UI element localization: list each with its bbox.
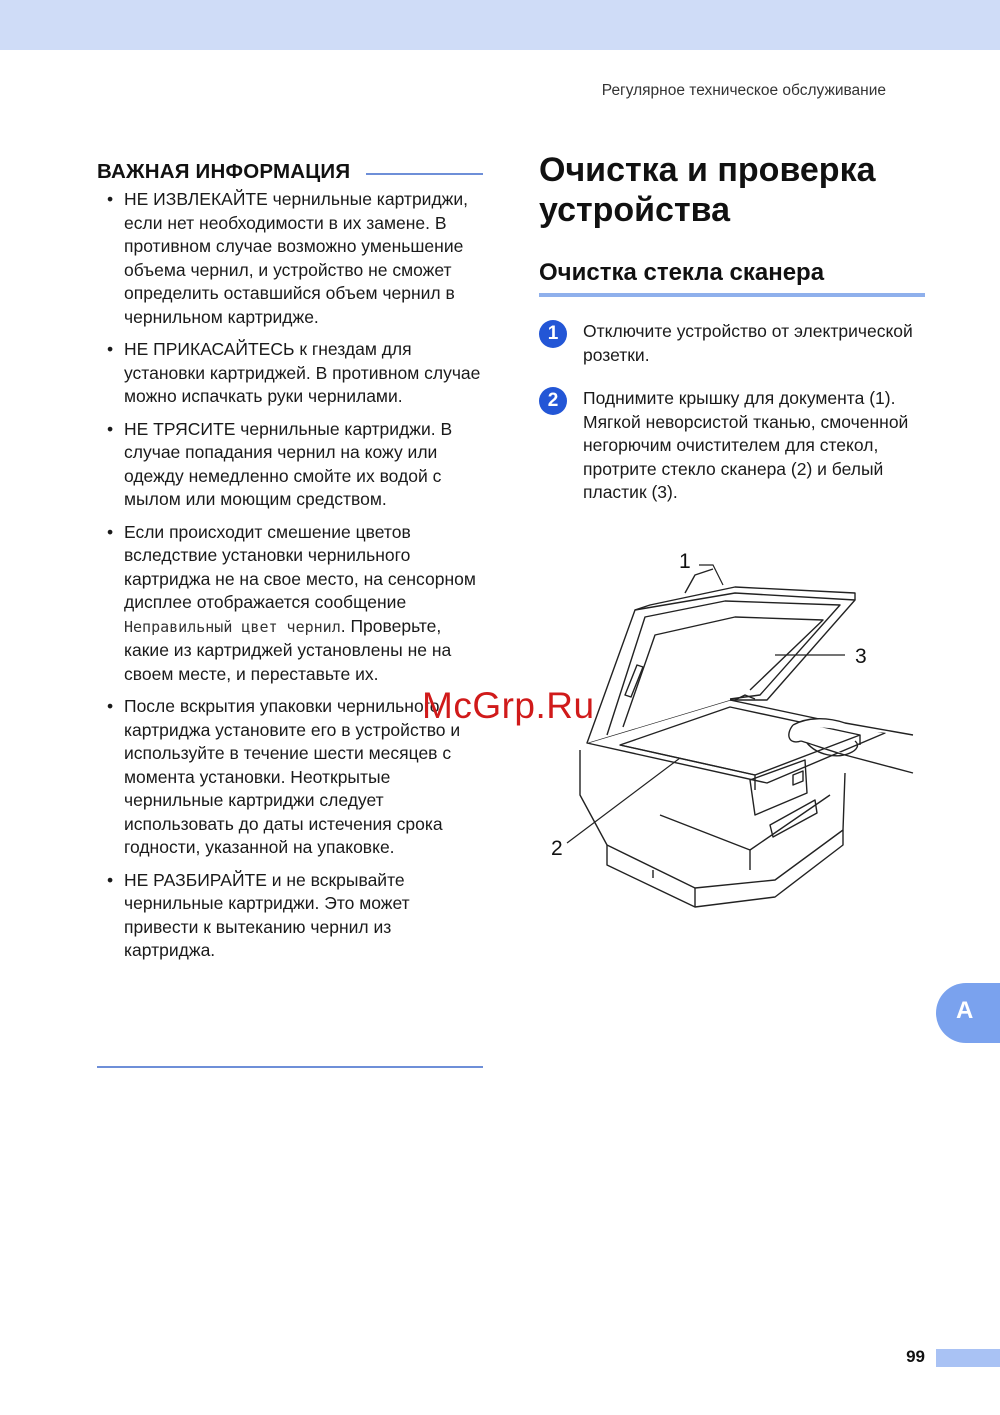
important-info-box bbox=[97, 160, 483, 972]
callout-1: 1 bbox=[679, 550, 691, 573]
bullet-dot: • bbox=[107, 521, 114, 542]
section-title-rule bbox=[539, 293, 925, 297]
list-item bbox=[97, 869, 483, 963]
list-item bbox=[97, 338, 483, 409]
list-item-text: Если происходит смешение цветов вследствие установки чернильного картриджа не на свое место, на сенсорном дисплее отображается сообщение bbox=[124, 521, 476, 612]
list-item-text: После вскрытия упаковки чернильного картриджа установите его в устройство и используйте в течение шести месяцев с момента установки. Неоткрытые чернильные картриджи следует использовать до даты истечения срока годности, указанной на упаковке. bbox=[124, 696, 461, 857]
top-color-band bbox=[0, 0, 1000, 50]
scanner-illustration bbox=[545, 545, 925, 920]
step-text: Отключите устройство от электрической розетки. bbox=[583, 321, 913, 365]
list-item bbox=[97, 521, 483, 687]
list-item-text: НЕ ТРЯСИТЕ чернильные картриджи. В случае попадания чернил на кожу или одежду немедленно смойте их водой с мылом или моющим средством. bbox=[124, 418, 453, 509]
callout-3: 3 bbox=[855, 645, 867, 668]
watermark-text: McGrp.Ru bbox=[422, 685, 595, 726]
bullet-dot: • bbox=[107, 189, 114, 209]
title-rule bbox=[366, 173, 483, 175]
list-item-text: НЕ РАЗБИРАЙТЕ и не вскрывайте чернильные картриджи. Это может привести к вытеканию чернил из картриджа. bbox=[124, 869, 410, 960]
important-list bbox=[97, 188, 483, 963]
callout-2: 2 bbox=[551, 837, 563, 860]
list-item-text: НЕ ПРИКАСАЙТЕСЬ к гнездам для установки картриджей. В противном случае можно испачкать руки чернилами. bbox=[124, 339, 481, 406]
important-bottom-rule bbox=[97, 1066, 483, 1068]
page-title: Очистка и проверка устройства bbox=[539, 151, 876, 229]
printer-drawing bbox=[580, 569, 913, 907]
bullet-dot: • bbox=[107, 869, 114, 890]
running-header: Регулярное техническое обслуживание bbox=[601, 82, 886, 99]
list-item-text: НЕ ИЗВЛЕКАЙТЕ чернильные картриджи, если нет необходимости в их замене. В противном случае возможно уменьшение объема чернил, и устройство не сможет определить оставшийся объем чернил в чернильном картридже. bbox=[124, 189, 469, 327]
section-tab bbox=[936, 983, 1000, 1043]
bullet-dot: • bbox=[107, 339, 114, 359]
list-item bbox=[97, 418, 483, 512]
list-item-text: . Проверьте, какие из картриджей установлены не на своем месте, и переставьте их. bbox=[124, 615, 452, 684]
bullet-dot: • bbox=[107, 418, 114, 439]
step-2 bbox=[539, 387, 919, 505]
important-title: ВАЖНАЯ ИНФОРМАЦИЯ bbox=[97, 160, 351, 183]
section-title: Очистка стекла сканера bbox=[539, 259, 825, 286]
step-number-badge: 1 bbox=[539, 320, 567, 348]
page-number: 99 bbox=[906, 1347, 925, 1366]
list-item bbox=[97, 188, 483, 329]
lcd-message: Неправильный цвет чернил bbox=[124, 617, 341, 636]
step-number-badge: 2 bbox=[539, 387, 567, 415]
step-1 bbox=[539, 320, 919, 367]
page-number-tab bbox=[936, 1349, 1000, 1367]
important-title-row bbox=[97, 160, 483, 184]
step-text: Поднимите крышку для документа (1). Мягкой неворсистой тканью, смоченной негорючим очистителем для стекол, протрите стекло сканера (2) и белый пластик (3). bbox=[583, 388, 909, 502]
section-letter: A bbox=[956, 997, 974, 1024]
bullet-dot: • bbox=[107, 696, 114, 716]
